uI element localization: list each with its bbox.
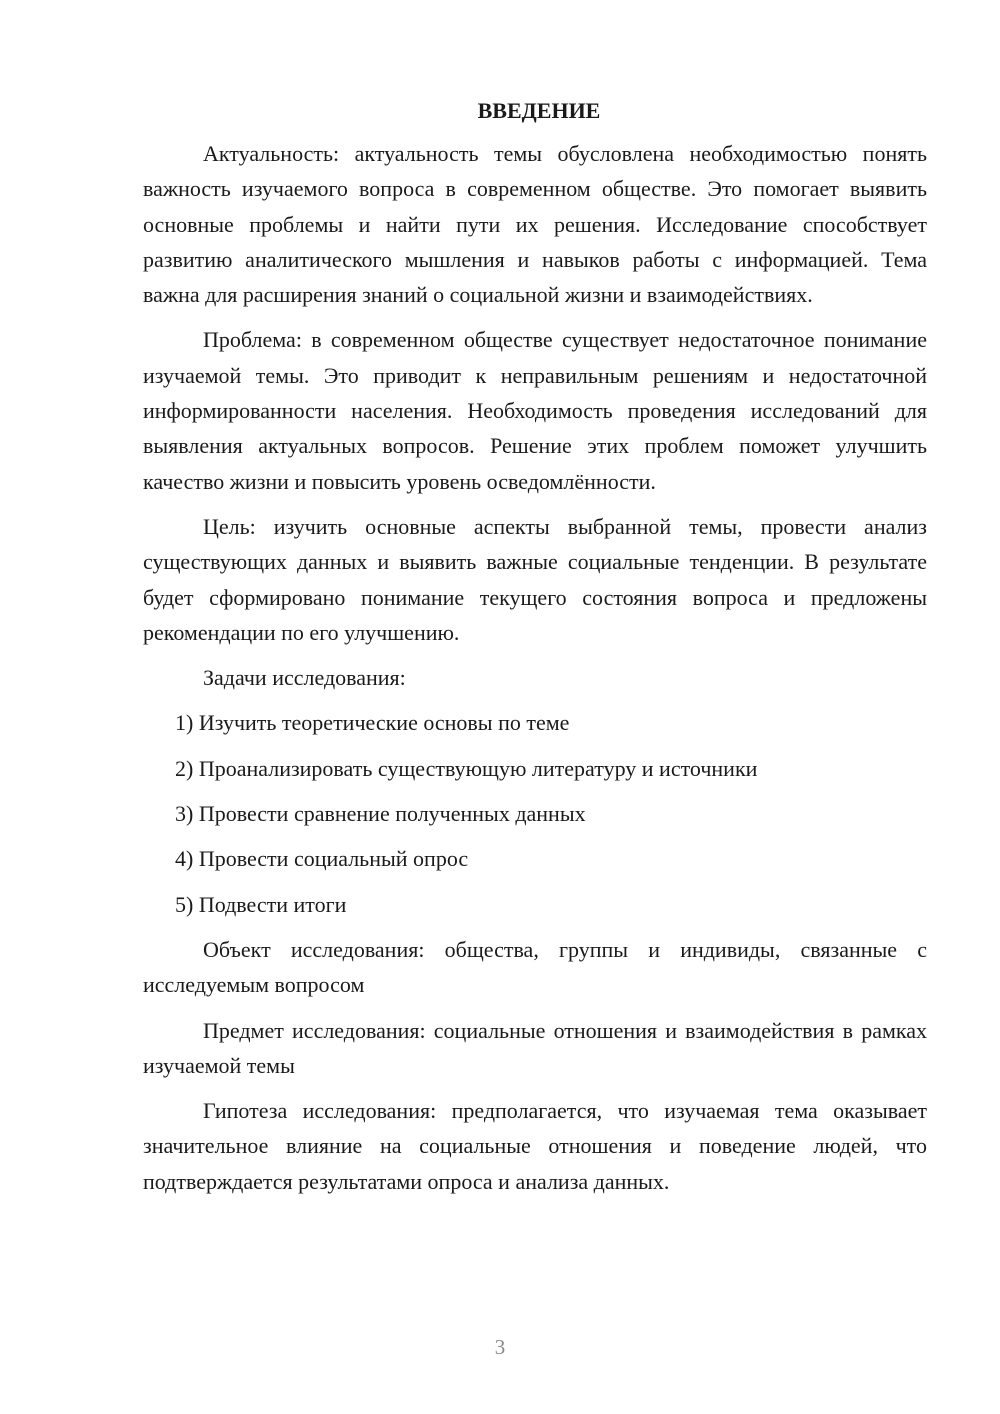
list-item: 5) Подвести итоги — [175, 891, 347, 917]
subject-paragraph: Предмет исследования: социальные отношения и взаимодействия в рамках изучаемой темы — [143, 1017, 927, 1078]
page-title: ВВЕДЕНИЕ — [477, 98, 601, 123]
tasks-title: Задачи исследования: — [203, 665, 406, 691]
task-list — [143, 705, 927, 921]
relevance-paragraph: Актуальность: актуальность темы обусловлена необходимостью понять важность изучаемого вопроса в современном обществе. Это помогает выявить основные проблемы и найти пути их решения. Исследование способствует развитию аналитического мышления и навыков работы с информацией. Тема важна для расширения знаний о социальной жизни и взаимодействиях. — [143, 141, 927, 308]
list-item: 3) Провести сравнение полученных данных — [175, 801, 586, 827]
list-item: 1) Изучить теоретические основы по теме — [175, 710, 570, 736]
problem-paragraph: Проблема: в современном обществе существует недостаточное понимание изучаемой темы. Это приводит к неправильным решениям и недостаточной информированности населения. Необходимость проведения исследований для выявления актуальных вопросов. Решение этих проблем поможет улучшить качество жизни и повысить уровень осведомлённости. — [143, 327, 927, 494]
object-paragraph: Объект исследования: общества, группы и индивиды, связанные с исследуемым вопросом — [143, 936, 927, 998]
list-item: 4) Провести социальный опрос — [175, 846, 469, 872]
page-number: 3 — [494, 1335, 506, 1359]
hypothesis-paragraph: Гипотеза исследования: предполагается, что изучаемая тема оказывает значительное влияние на социальные отношения и поведение людей, что подтверждается результатами опроса и анализа данных. — [143, 1098, 927, 1194]
goal-paragraph: Цель: изучить основные аспекты выбранной темы, провести анализ существующих данных и выявить важные социальные тенденции. В результате будет сформировано понимание текущего состояния вопроса и предложены рекомендации по его улучшению. — [143, 513, 927, 645]
list-item: 2) Проанализировать существующую литературу и источники — [175, 755, 758, 781]
document-page — [143, 96, 927, 1209]
